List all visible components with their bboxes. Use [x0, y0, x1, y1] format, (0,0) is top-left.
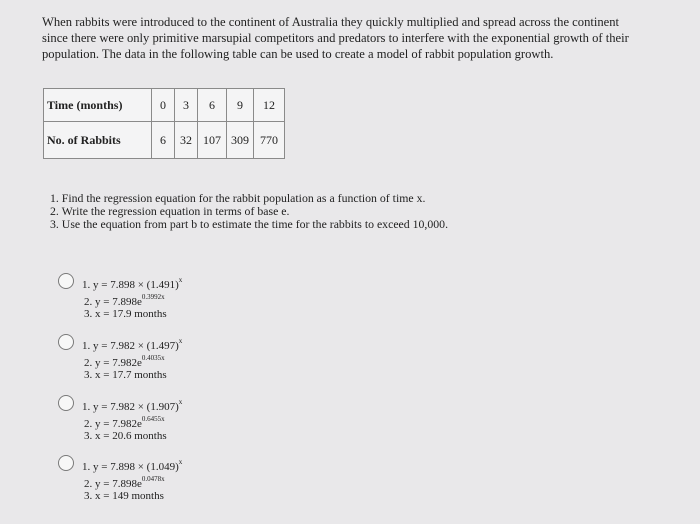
- question-item: 3. Use the equation from part b to estimate the time for the rabbits to exceed 10,000.: [50, 217, 449, 231]
- option-line: 3. x = 17.7 months: [84, 369, 167, 381]
- option-line: 2. $y = 7.982e^{0.4035x}$: [84, 354, 165, 369]
- question-item: 2. Write the regression equation in terms of base e.: [50, 204, 290, 218]
- radio-button[interactable]: [58, 273, 74, 289]
- table-cell: 770: [254, 122, 285, 159]
- table-row: [44, 122, 285, 159]
- option-line: 1. $y = 7.898 \times (1.491)^x$: [82, 276, 183, 291]
- option-line: 3. x = 20.6 months: [84, 430, 167, 442]
- table-cell: 309: [227, 122, 254, 159]
- data-table: [43, 88, 285, 159]
- table-cell: 12: [254, 89, 285, 122]
- option-line: 1. $y = 7.982 \times (1.907)^x$: [82, 398, 183, 413]
- table-row: [44, 89, 285, 122]
- table-cell: 107: [198, 122, 227, 159]
- question-item: 1. Find the regression equation for the rabbit population as a function of time x.: [50, 191, 426, 205]
- row-header-rabbits: No. of Rabbits: [44, 122, 152, 159]
- radio-button[interactable]: [58, 395, 74, 411]
- option-line: 2. $y = 7.982e^{0.6455x}$: [84, 415, 165, 430]
- table-cell: 9: [227, 89, 254, 122]
- option-line: 1. $y = 7.898 \times (1.049)^x$: [82, 458, 183, 473]
- problem-intro: When rabbits were introduced to the continent of Australia they quickly multiplied and spread across the continent since there were only primitive marsupial competitors and predators to interfere with the exponential growth of their population. The data in the following table can be used to create a model of rabbit population growth.: [42, 15, 629, 61]
- option-line: 3. x = 17.9 months: [84, 308, 167, 320]
- option-line: 1. $y = 7.982 \times (1.497)^x$: [82, 337, 183, 352]
- row-header-time: Time (months): [44, 89, 152, 122]
- table-cell: 6: [198, 89, 227, 122]
- option-line: 2. $y = 7.898e^{0.0478x}$: [84, 475, 165, 490]
- table-cell: 3: [175, 89, 198, 122]
- table-cell: 32: [175, 122, 198, 159]
- option-line: 3. x = 149 months: [84, 490, 164, 502]
- question-list: [50, 192, 448, 231]
- radio-button[interactable]: [58, 455, 74, 471]
- table-cell: 0: [152, 89, 175, 122]
- radio-button[interactable]: [58, 334, 74, 350]
- option-line: 2. $y = 7.898e^{0.3992x}$: [84, 293, 165, 308]
- table-cell: 6: [152, 122, 175, 159]
